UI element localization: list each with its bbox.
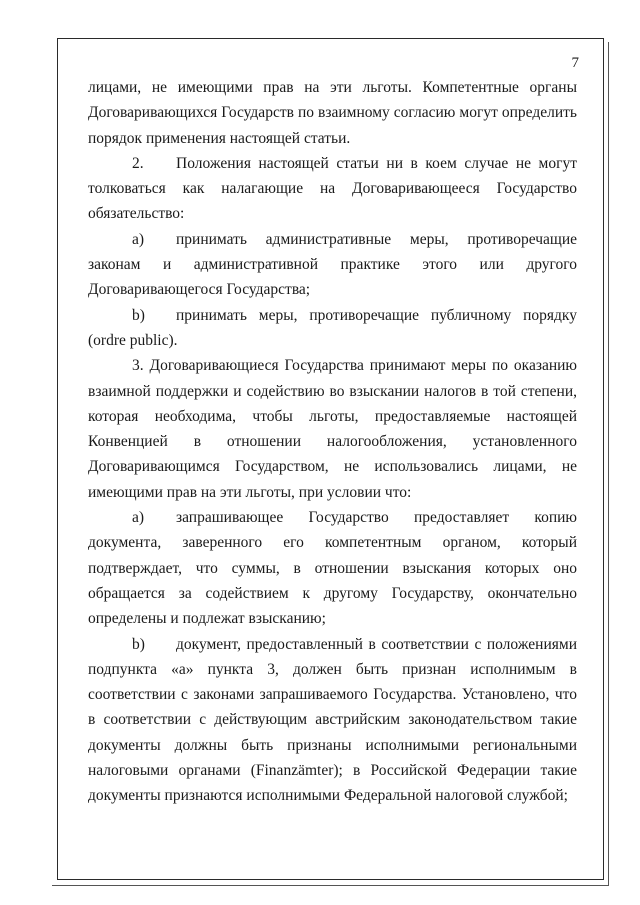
paragraph-text: принимать меры, противоречащие публичному порядку (ordre public). [88, 306, 577, 349]
subitem-2b [88, 303, 577, 354]
paragraph-3: 3. Договаривающиеся Государства принимают меры по оказанию взаимной поддержки и содействию во взыскании налогов в той степени, которая необходима, чтобы льготы, предоставляемые настоящей Конвенцией в отношении налогообложения, установленного Договаривающимся Государством, не использовались лицами, не имеющими прав на эти льготы, при условии что: [88, 357, 577, 501]
subitem-3a [88, 505, 577, 631]
subitem-2a [88, 227, 577, 303]
paragraph-text: Положения настоящей статьи ни в коем случае не могут толковаться как налагающие на Договаривающееся Государство обязательство: [88, 154, 577, 223]
paragraph-2 [88, 151, 577, 227]
item-label: 2. [132, 154, 144, 172]
paragraph-text: принимать административные меры, противоречащие законам и административной практике этого или другого Договаривающегося Государства; [88, 230, 577, 299]
item-label: a) [132, 509, 145, 527]
paragraph-continuation: лицами, не имеющими прав на эти льготы. Компетентные органы Договаривающихся Государств по взаимному согласию могут определить порядок применения настоящей статьи. [88, 79, 577, 147]
paragraph-text: документ, предоставленный в соответствии с положениями подпункта «а» пункта 3, должен быть признан исполнимым в соответствии с законами запрашиваемого Государства. Установлено, что в соответствии с действующим австрийским законодательством такие документы должны быть признаны исполнимыми региональными налоговыми органами (Finanzämter); в Российской Федерации такие документы признаются исполнимыми Федеральной налоговой службой; [88, 635, 577, 805]
document-body [88, 75, 577, 809]
item-label: a) [132, 230, 145, 248]
paragraph-text: запрашивающее Государство предоставляет копию документа, заверенного его компетентным органом, который подтверждает, что суммы, в отношении взыскания которых оно обращается за содействием к другому Государству, окончательно определены и подлежат взысканию; [88, 509, 577, 628]
subitem-3b [88, 632, 577, 809]
page-frame [57, 38, 604, 880]
item-label: b) [132, 635, 145, 653]
item-label: b) [132, 306, 145, 324]
page-number: 7 [571, 55, 579, 71]
